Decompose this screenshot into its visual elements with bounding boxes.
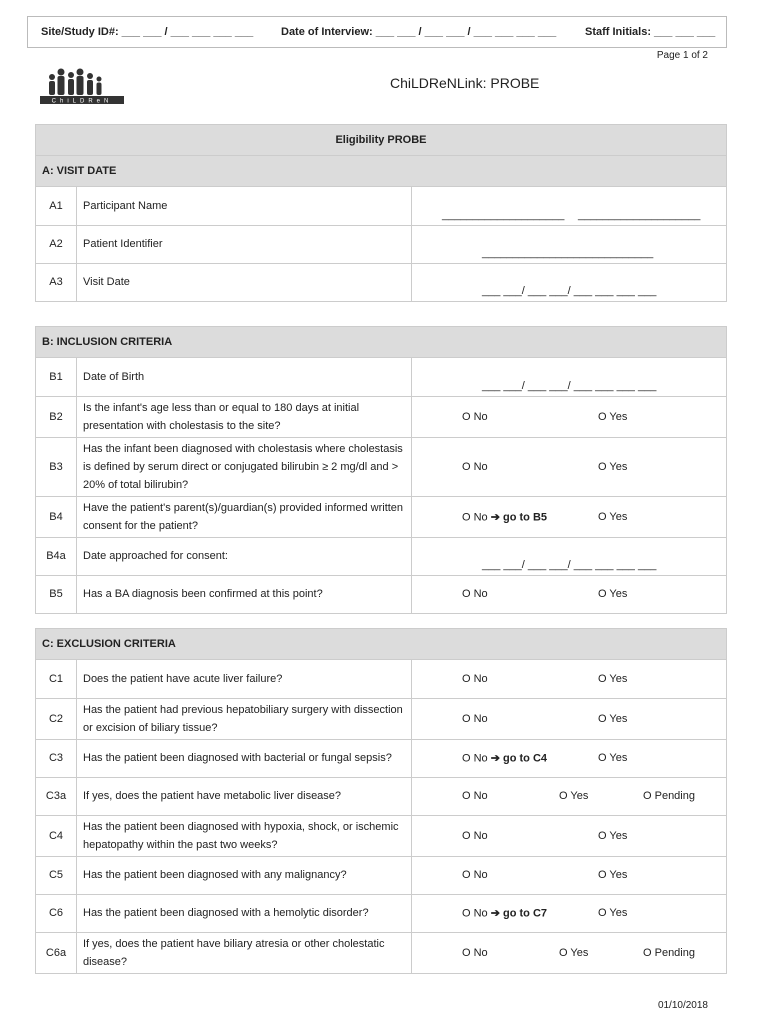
table-row — [36, 396, 726, 437]
item-question: Participant Name — [77, 187, 412, 225]
no-option[interactable]: O No — [462, 946, 488, 959]
table-row — [36, 537, 726, 575]
item-id: C3a — [36, 777, 77, 815]
item-question: Has the patient been diagnosed with a hemolytic disorder? — [77, 894, 412, 932]
yes-option[interactable]: O Yes — [598, 510, 628, 523]
table-row — [36, 894, 726, 932]
section-b-title: B: INCLUSION CRITERIA — [36, 327, 726, 358]
form-app-title: ChiLDReNLink: PROBE — [390, 75, 540, 91]
yes-option[interactable]: O Yes — [598, 907, 628, 919]
item-question: Date approached for consent: — [77, 537, 412, 575]
logo-text: ChiLDReN — [51, 98, 113, 105]
item-question: Has the patient been diagnosed with any malignancy? — [77, 856, 412, 894]
item-id: B2 — [36, 396, 77, 437]
no-option[interactable]: O No — [462, 460, 488, 473]
page-number: Page 1 of 2 — [656, 50, 708, 61]
section-a — [35, 124, 727, 302]
item-id: C2 — [36, 698, 77, 739]
table-row — [36, 496, 726, 537]
item-question: Patient Identifier — [77, 225, 412, 263]
item-question: If yes, does the patient have biliary atresia or other cholestatic disease? — [77, 932, 412, 973]
item-id: C5 — [36, 856, 77, 894]
item-question: Have the patient's parent(s)/guardian(s) provided informed written consent for the patient? — [77, 496, 412, 537]
skip-instruction: ➔ go to B5 — [490, 511, 548, 523]
item-id: B3 — [36, 437, 77, 496]
table-row — [36, 575, 726, 613]
date-of-interview-field[interactable]: Date of Interview: ___ ___ / ___ ___ / ___ ___ ___ ___ — [281, 26, 557, 38]
section-c — [35, 628, 727, 974]
section-c-title: C: EXCLUSION CRITERIA — [36, 629, 726, 660]
item-id: A3 — [36, 263, 77, 301]
yes-option[interactable]: O Yes — [598, 672, 628, 685]
no-option[interactable]: O No — [462, 672, 488, 685]
consent-date-blank[interactable]: ___ ___/ ___ ___/ ___ ___ ___ ___ — [482, 558, 657, 571]
item-id: B5 — [36, 575, 77, 613]
item-id: C6a — [36, 932, 77, 973]
item-id: C4 — [36, 815, 77, 856]
table-row — [36, 698, 726, 739]
item-question: Has the patient had previous hepatobiliary surgery with dissection or excision of biliary tissue? — [77, 698, 412, 739]
no-option[interactable]: O No — [462, 869, 488, 881]
item-question: If yes, does the patient have metabolic liver disease? — [77, 777, 412, 815]
no-option[interactable]: O No — [462, 752, 488, 765]
table-row — [36, 437, 726, 496]
yes-option[interactable]: O Yes — [598, 869, 628, 881]
table-row — [36, 932, 726, 973]
item-question: Does the patient have acute liver failure? — [77, 660, 412, 698]
item-question: Has the patient been diagnosed with bacterial or fungal sepsis? — [77, 739, 412, 777]
no-option[interactable]: O No — [462, 588, 488, 601]
yes-option[interactable]: O Yes — [559, 946, 589, 959]
pending-option[interactable]: O Pending — [643, 946, 695, 959]
item-question: Has a BA diagnosis been confirmed at this point? — [77, 575, 412, 613]
table-row — [36, 815, 726, 856]
yes-option[interactable]: O Yes — [598, 588, 628, 601]
site-study-field[interactable]: Site/Study ID#: ___ ___ / ___ ___ ___ ___ — [41, 26, 254, 38]
item-question: Visit Date — [77, 263, 412, 301]
section-b — [35, 326, 727, 614]
item-id: B4 — [36, 496, 77, 537]
form-title: Eligibility PROBE — [36, 125, 726, 156]
table-row — [36, 739, 726, 777]
table-row — [36, 777, 726, 815]
yes-option[interactable]: O Yes — [598, 829, 628, 842]
participant-last-name-blank[interactable]: ____________________ — [578, 208, 701, 221]
yes-option[interactable]: O Yes — [598, 752, 628, 764]
item-id: A2 — [36, 225, 77, 263]
staff-initials-field[interactable]: Staff Initials: ___ ___ ___ — [585, 26, 716, 38]
visit-date-blank[interactable]: ___ ___/ ___ ___/ ___ ___ ___ ___ — [482, 285, 657, 297]
no-option[interactable]: O No — [462, 790, 488, 802]
skip-instruction: ➔ go to C7 — [490, 907, 548, 920]
item-question: Is the infant's age less than or equal to 180 days at initial presentation with cholestasis to the site? — [77, 396, 412, 437]
no-option[interactable]: O No — [462, 829, 488, 842]
item-id: B4a — [36, 537, 77, 575]
table-row — [36, 187, 726, 225]
section-a-title: A: VISIT DATE — [36, 156, 726, 187]
pending-option[interactable]: O Pending — [643, 790, 695, 802]
yes-option[interactable]: O Yes — [598, 460, 628, 473]
table-row — [36, 660, 726, 698]
table-row — [36, 358, 726, 396]
item-id: B1 — [36, 358, 77, 396]
patient-identifier-blank[interactable]: ____________________________ — [482, 246, 654, 259]
no-option[interactable]: O No — [462, 410, 488, 423]
no-option[interactable]: O No — [462, 712, 488, 725]
table-row — [36, 225, 726, 263]
participant-first-name-blank[interactable]: ____________________ — [442, 208, 565, 221]
yes-option[interactable]: O Yes — [598, 410, 628, 423]
item-id: C3 — [36, 739, 77, 777]
date-of-birth-blank[interactable]: ___ ___/ ___ ___/ ___ ___ ___ ___ — [482, 379, 657, 392]
item-id: A1 — [36, 187, 77, 225]
item-question: Date of Birth — [77, 358, 412, 396]
item-question: Has the infant been diagnosed with cholestasis where cholestasis is defined by serum direct or conjugated bilirubin ≥ 2 mg/dl and > 20% of total bilirubin? — [77, 437, 412, 496]
header-box — [27, 16, 727, 48]
no-option[interactable]: O No — [462, 511, 488, 523]
no-option[interactable]: O No — [462, 907, 488, 920]
table-row — [36, 856, 726, 894]
skip-instruction: ➔ go to C4 — [490, 752, 548, 765]
yes-option[interactable]: O Yes — [598, 712, 628, 725]
item-id: C1 — [36, 660, 77, 698]
item-question: Has the patient been diagnosed with hypoxia, shock, or ischemic hepatopathy within the past two weeks? — [77, 815, 412, 856]
item-id: C6 — [36, 894, 77, 932]
yes-option[interactable]: O Yes — [559, 790, 589, 802]
table-row — [36, 263, 726, 301]
footer-date: 01/10/2018 — [657, 1000, 708, 1011]
childrennet-logo — [40, 63, 124, 105]
